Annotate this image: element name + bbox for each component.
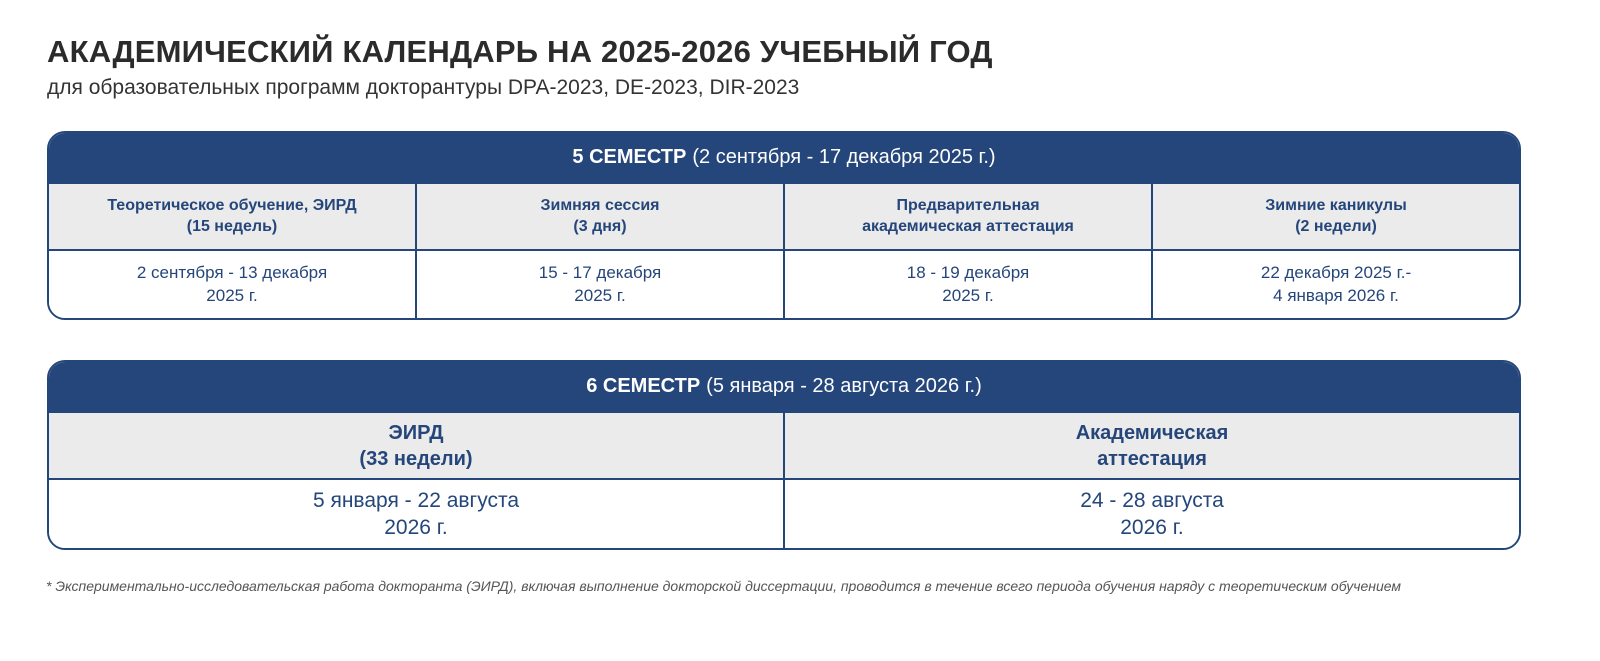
semester-5-table [47, 131, 1521, 320]
semester-5-name: 5 СЕМЕСТР [572, 146, 687, 168]
page-subtitle: для образовательных программ докторантуры DPA-2023, DE-2023, DIR-2023 [47, 76, 800, 99]
page-title: АКАДЕМИЧЕСКИЙ КАЛЕНДАРЬ НА 2025-2026 УЧЕБНЫЙ ГОД [47, 34, 993, 69]
semester-6-date-cell: 24 - 28 августа 2026 г. [783, 480, 1519, 548]
semester-5-label-cell: Зимние каникулы (2 недели) [1151, 184, 1519, 249]
semester-6-table [47, 360, 1521, 550]
semester-5-label-cell: Предварительная академическая аттестация [783, 184, 1151, 249]
semester-6-name: 6 СЕМЕСТР [586, 375, 701, 397]
semester-5-label-cell: Теоретическое обучение, ЭИРД (15 недель) [107, 196, 357, 235]
semester-6-label-cell: ЭИРД (33 недели) [359, 421, 473, 470]
semester-6-header [49, 362, 1519, 411]
semester-5-date-cell: 22 декабря 2025 г.- 4 января 2026 г. [1151, 251, 1519, 318]
semester-5-label-row [49, 182, 1519, 251]
semester-6-label-cell: Академическая аттестация [783, 413, 1519, 478]
semester-5-label-cell: Зимняя сессия (3 дня) [415, 184, 783, 249]
semester-6-date-cell: 5 января - 22 августа 2026 г. [312, 488, 520, 539]
semester-5-date-cell: 18 - 19 декабря 2025 г. [783, 251, 1151, 318]
semester-5-date-cell: 2 сентября - 13 декабря 2025 г. [136, 263, 328, 305]
semester-5-date-cell: 15 - 17 декабря 2025 г. [415, 251, 783, 318]
footnote: * Экспериментально-исследовательская работа докторанта (ЭИРД), включая выполнение докторской диссертации, проводится в течение всего периода обучения наряду с теоретическим обучением [46, 578, 1402, 594]
semester-6-label-row [49, 411, 1519, 480]
semester-6-period: (5 января - 28 августа 2026 г.) [706, 375, 982, 397]
semester-5-dates-row [49, 251, 1519, 318]
semester-5-header [49, 133, 1519, 182]
semester-5-period: (2 сентября - 17 декабря 2025 г.) [692, 146, 996, 168]
semester-6-dates-row [49, 480, 1519, 548]
